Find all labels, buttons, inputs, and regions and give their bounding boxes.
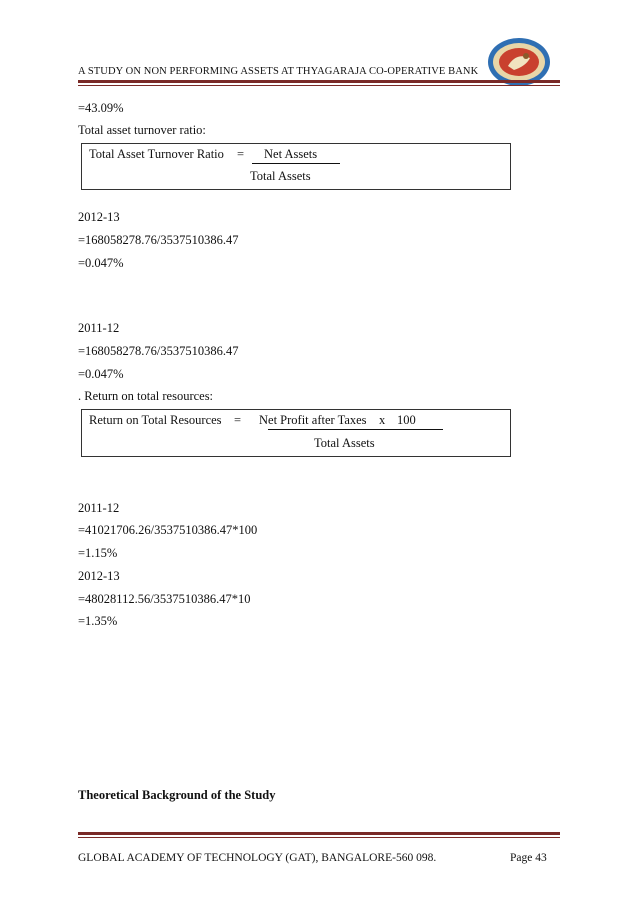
formula-times: x: [379, 413, 386, 427]
text-line: Total asset turnover ratio:: [78, 123, 206, 137]
section-heading: Theoretical Background of the Study: [78, 788, 276, 802]
header-title: A STUDY ON NON PERFORMING ASSETS AT THYAGARAJA CO-OPERATIVE BANK: [78, 66, 479, 77]
formula-denominator: Total Assets: [250, 169, 311, 183]
formula-lhs: Total Asset Turnover Ratio: [89, 147, 224, 161]
formula-equals: =: [234, 413, 242, 427]
footer-institution: GLOBAL ACADEMY OF TECHNOLOGY (GAT), BANGALORE-560 098.: [78, 852, 437, 864]
text-line: =0.047%: [78, 256, 124, 270]
fraction-bar: [268, 429, 443, 430]
text-line: 2011-12: [78, 501, 120, 515]
footer-rule-thin: [78, 837, 560, 838]
header-rule-thin: [78, 85, 560, 86]
text-line: 2012-13: [78, 210, 120, 224]
formula-multiplier: 100: [397, 413, 416, 427]
text-line: =0.047%: [78, 367, 124, 381]
header-rule-thick: [78, 80, 560, 83]
text-line: 2011-12: [78, 321, 120, 335]
text-line: =168058278.76/3537510386.47: [78, 233, 239, 247]
footer-page-number: Page 43: [510, 852, 547, 864]
text-line: =1.35%: [78, 614, 118, 628]
formula-lhs: Return on Total Resources: [89, 413, 222, 427]
text-line: . Return on total resources:: [78, 389, 214, 403]
text-line: =48028112.56/3537510386.47*10: [78, 592, 251, 606]
formula-denominator: Total Assets: [314, 436, 375, 450]
text-line: =43.09%: [78, 101, 124, 115]
footer-rule-thick: [78, 832, 560, 835]
fraction-bar: [252, 163, 340, 164]
text-line: =41021706.26/3537510386.47*100: [78, 523, 258, 537]
formula-box-return-resources: [81, 409, 511, 457]
text-line: =1.15%: [78, 546, 118, 560]
formula-equals: =: [237, 147, 245, 161]
text-line: =168058278.76/3537510386.47: [78, 344, 239, 358]
text-line: 2012-13: [78, 569, 120, 583]
formula-numerator: Net Profit after Taxes: [259, 413, 367, 427]
formula-box-asset-turnover: [81, 143, 511, 190]
formula-numerator: Net Assets: [264, 147, 318, 161]
